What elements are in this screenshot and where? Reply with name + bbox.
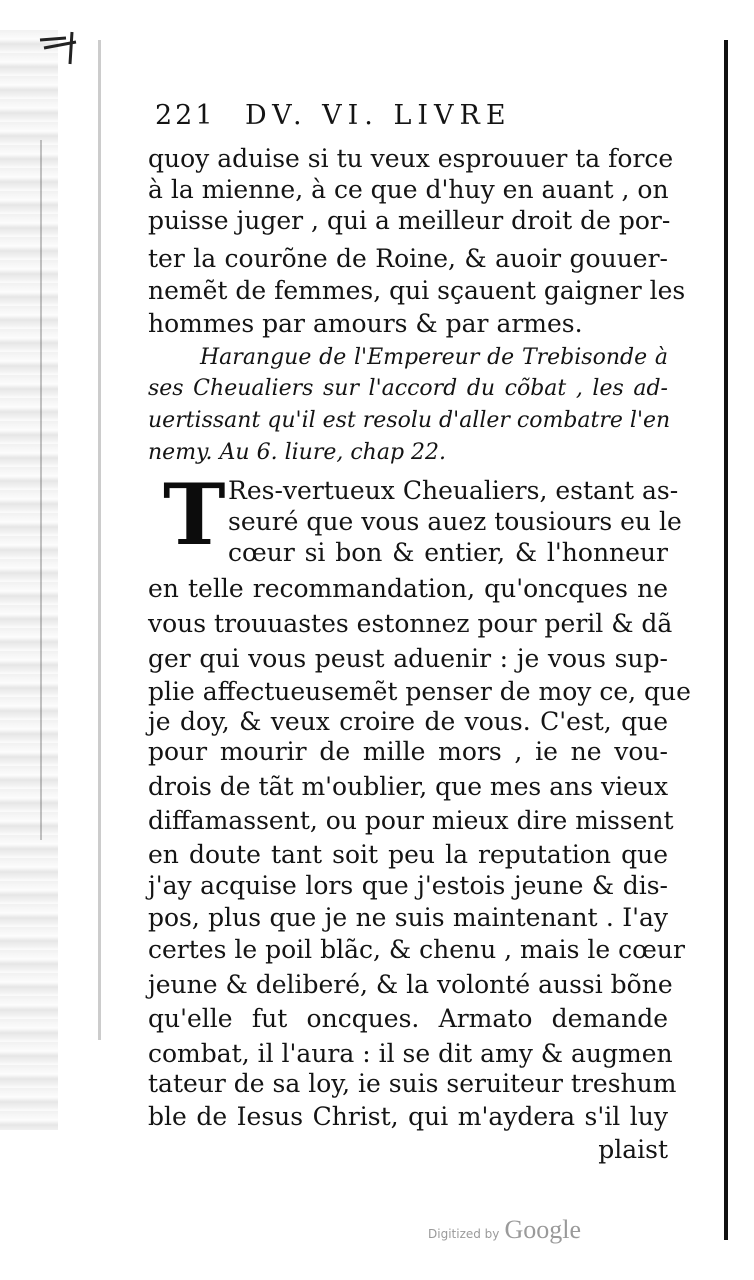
text-line: pour mourir de mille mors , ie ne vou- xyxy=(148,737,668,766)
text-line: Res-vertueux Cheualiers, estant as- xyxy=(228,476,679,505)
text-line: à la mienne, à ce que d'huy en auant , on xyxy=(148,175,669,204)
drop-cap: T xyxy=(163,465,226,564)
text-line: vous trouuastes estonnez pour peril & dã xyxy=(148,609,673,638)
text-line: qu'elle fut oncques. Armato demande xyxy=(148,1004,668,1033)
text-line: diffamassent, ou pour mieux dire missent xyxy=(148,806,674,835)
watermark-prefix: Digitized by xyxy=(428,1227,500,1241)
rubric-line: Harangue de l'Empereur de Trebisonde à xyxy=(200,345,668,370)
binding-line xyxy=(98,40,101,1040)
text-line: quoy aduise si tu veux esprouuer ta force xyxy=(148,144,674,173)
running-head: DV. VI. LIVRE xyxy=(245,100,512,131)
page-gutter-shadow xyxy=(0,30,58,1130)
text-line: en telle recommandation, qu'oncques ne xyxy=(148,574,668,603)
text-line: je doy, & veux croire de vous. C'est, que xyxy=(148,707,668,736)
google-logo: Google xyxy=(504,1215,582,1244)
page-number: 221 xyxy=(155,100,216,131)
gutter-line xyxy=(40,140,42,840)
text-line: jeune & deliberé, & la volonté aussi bõne xyxy=(148,970,673,999)
text-line: plie affectueusemẽt penser de moy ce, que xyxy=(148,677,691,706)
rubric-line: ses Cheualiers sur l'accord du cõbat , les ad- xyxy=(148,376,668,401)
page-header xyxy=(155,100,535,132)
text-line: ger qui vous peust aduenir : je vous sup- xyxy=(148,644,668,673)
text-line: ter la courõne de Roine, & auoir gouuer- xyxy=(148,244,668,273)
text-line: nemẽt de femmes, qui sçauent gaigner les xyxy=(148,276,686,305)
text-line: certes le poil blãc, & chenu , mais le cœur xyxy=(148,935,685,964)
text-line: ble de Iesus Christ, qui m'aydera s'il luy xyxy=(148,1102,668,1131)
rubric-line: nemy. Au 6. liure, chap 22. xyxy=(148,440,447,465)
text-line: combat, il l'aura : il se dit amy & augmen xyxy=(148,1039,673,1068)
corner-scribble-icon xyxy=(36,26,96,66)
rubric-line: uertissant qu'il est resolu d'aller combatre l'en xyxy=(148,408,671,433)
text-line: cœur si bon & entier, & l'honneur xyxy=(228,538,668,567)
catchword: plaist xyxy=(598,1135,668,1164)
text-line: en doute tant soit peu la reputation que xyxy=(148,840,668,869)
text-line: puisse juger , qui a meilleur droit de por- xyxy=(148,206,671,235)
right-margin-rule xyxy=(724,40,728,1240)
text-line: drois de tãt m'oublier, que mes ans vieux xyxy=(148,772,669,801)
digitized-by-google-watermark xyxy=(428,1215,582,1245)
text-line: tateur de sa loy, ie suis seruiteur treshum xyxy=(148,1069,677,1098)
text-line: pos, plus que je ne suis maintenant . I'ay xyxy=(148,903,668,932)
text-line: hommes par amours & par armes. xyxy=(148,309,583,338)
text-line: seuré que vous auez tousiours eu le xyxy=(228,507,682,536)
text-line: j'ay acquise lors que j'estois jeune & dis- xyxy=(148,871,668,900)
